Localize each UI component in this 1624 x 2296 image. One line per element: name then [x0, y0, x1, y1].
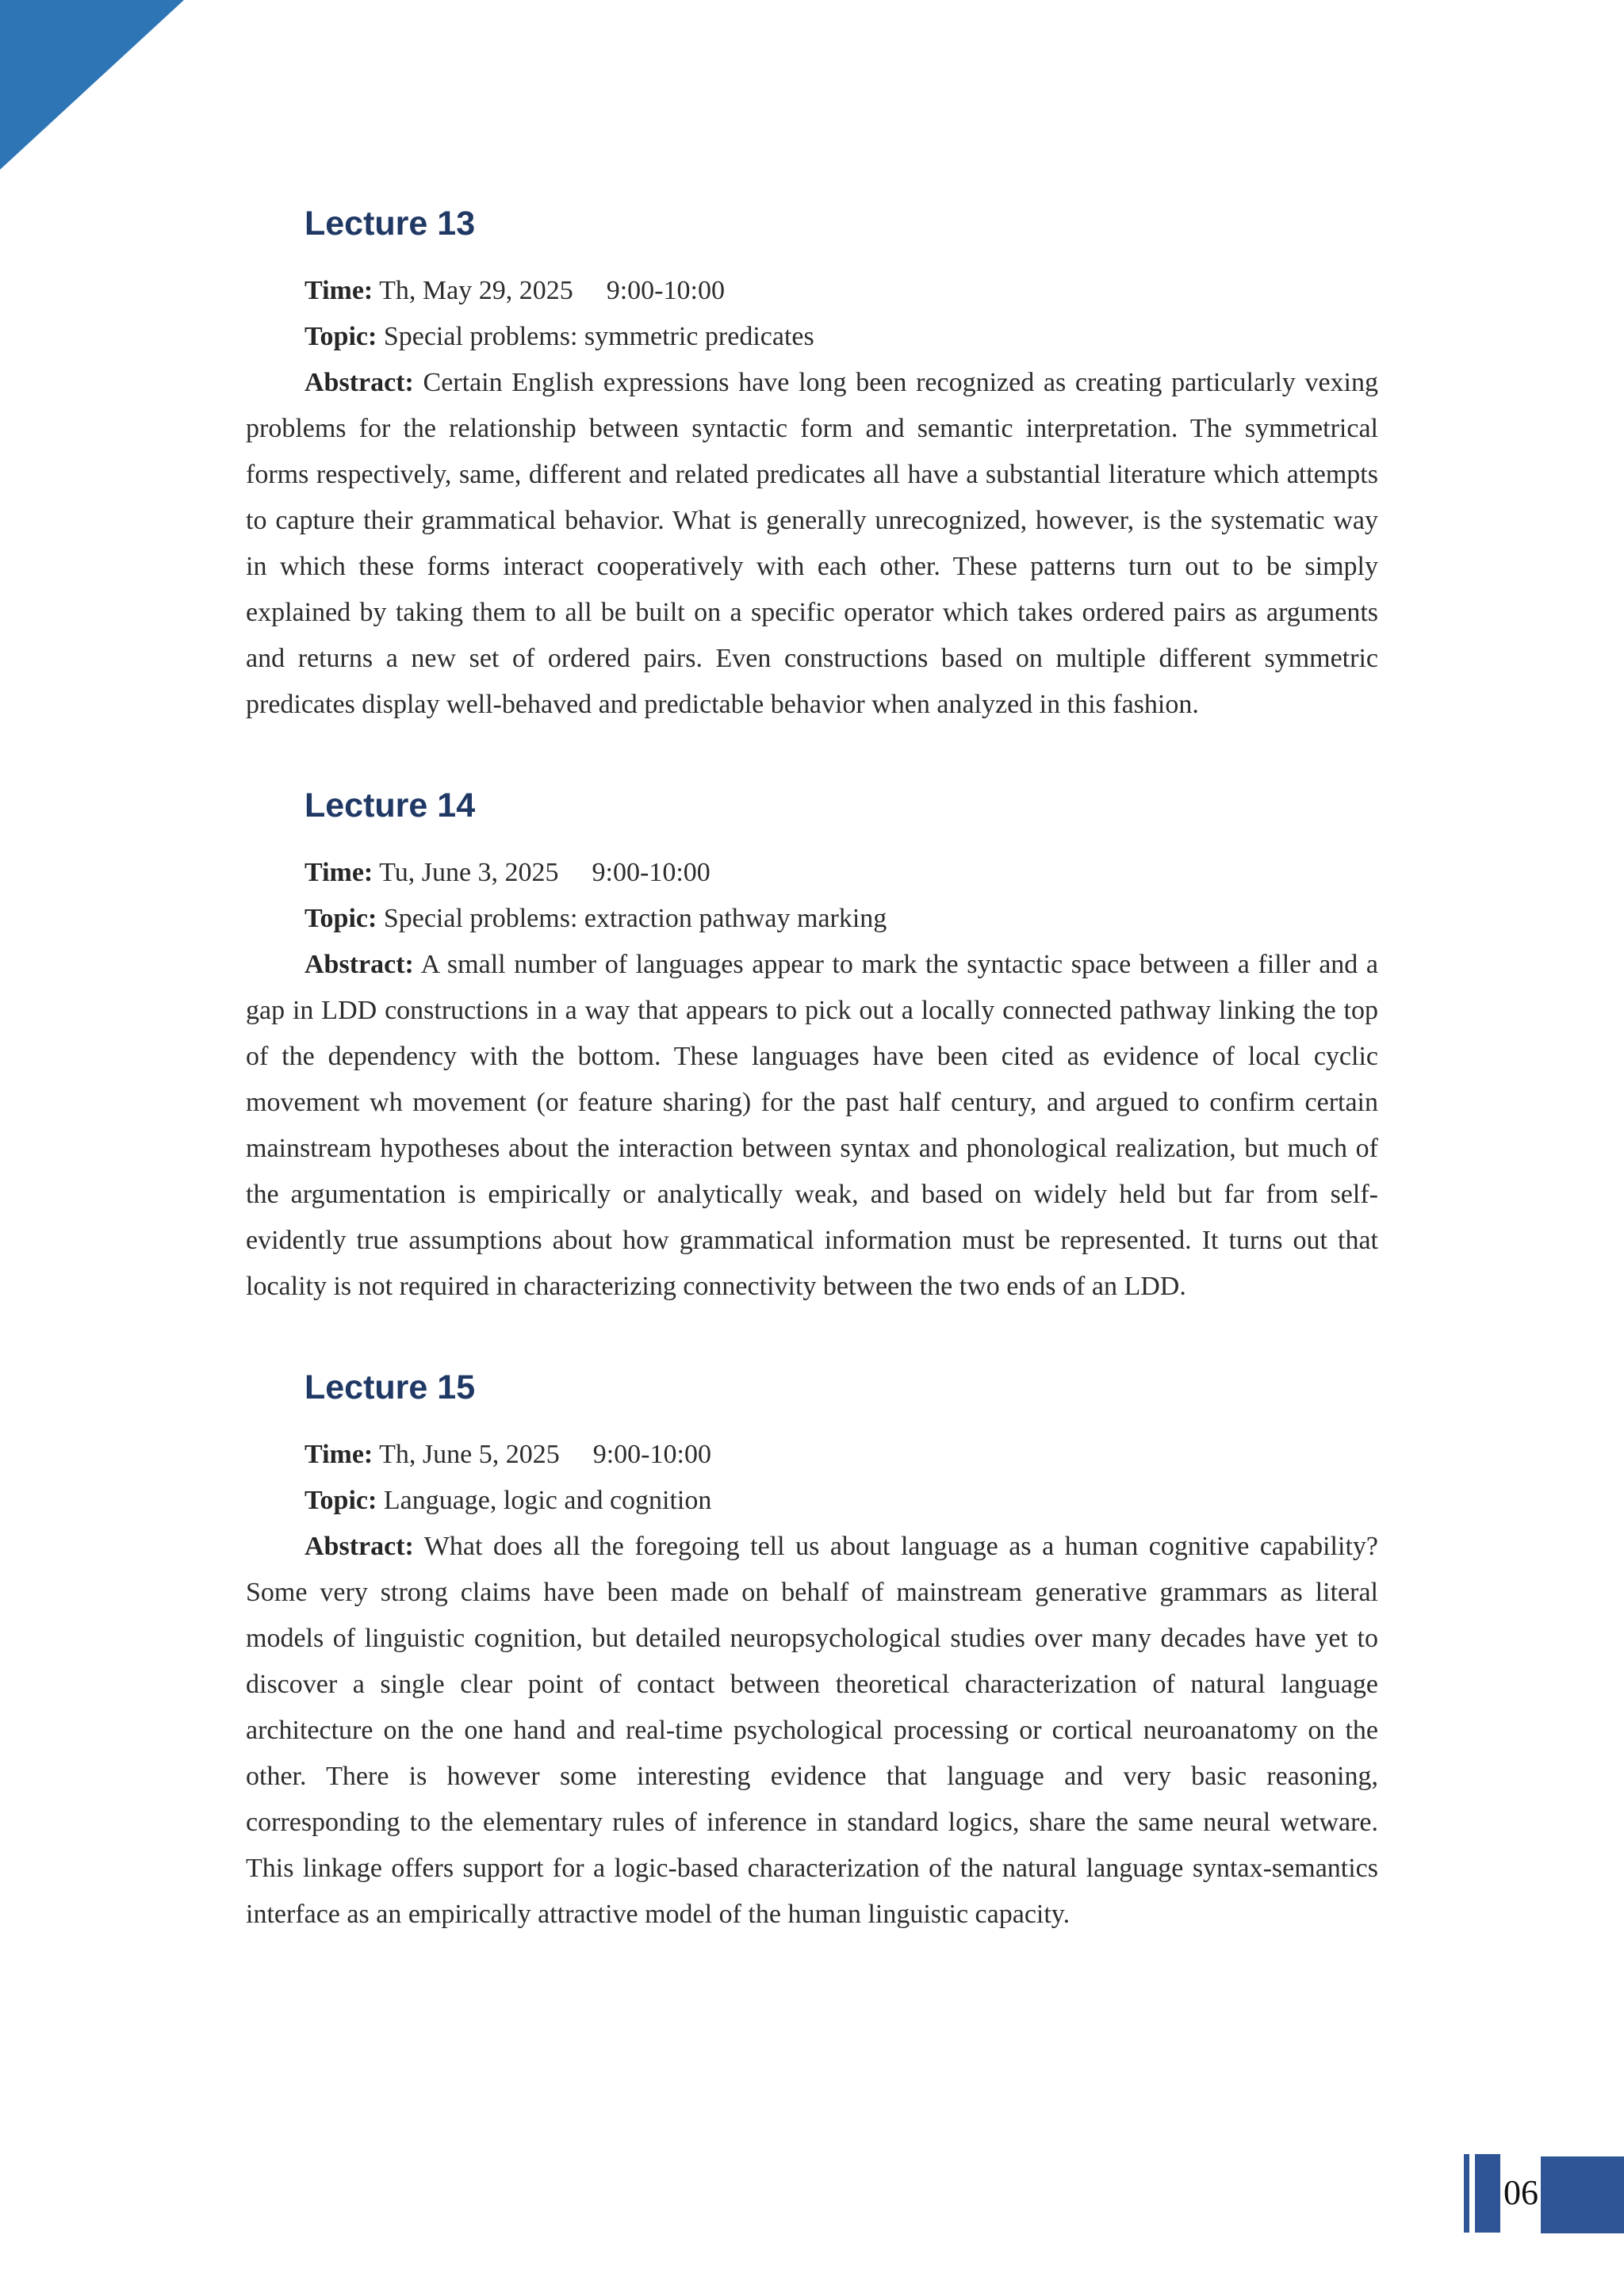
- time-range: 9:00-10:00: [592, 858, 710, 887]
- page-content: [246, 205, 1378, 1938]
- topic-line: [246, 896, 1378, 942]
- time-line: [246, 1432, 1378, 1478]
- footer-bar-large: [1541, 2156, 1624, 2233]
- time-range: 9:00-10:00: [606, 276, 725, 305]
- abstract-label: Abstract:: [304, 368, 414, 397]
- abstract-paragraph: [246, 942, 1378, 1310]
- time-label: Time:: [304, 858, 373, 887]
- lecture-title: Lecture 15: [304, 1368, 476, 1406]
- time-date: Tu, June 3, 2025: [379, 858, 559, 887]
- time-label: Time:: [304, 276, 373, 305]
- abstract-text: A small number of languages appear to mark the syntactic space between a filler and a gap in LDD constructions in a way that appears to pick out a locally connected pathway linking the top of the dependency with the bottom. These languages have been cited as evidence of local cyclic movement wh movement (or feature sharing) for the past half century, and argued to confirm certain mainstream hypotheses about the interaction between syntax and phonological realization, but much of the argumentation is empirically or analytically weak, and based on widely held but far from self-evidently true assumptions about how grammatical information must be represented. It turns out that locality is not required in characterizing connectivity between the two ends of an LDD.: [246, 950, 1379, 1301]
- topic-value: Special problems: extraction pathway marking: [383, 904, 887, 933]
- abstract-text: Certain English expressions have long been recognized as creating particularly vexing problems for the relationship between syntactic form and semantic interpretation. The symmetrical forms respectively, same, different and related predicates all have a substantial literature which attempts to capture their grammatical behavior. What is generally unrecognized, however, is the systematic way in which these forms interact cooperatively with each other. These patterns turn out to be simply explained by taking them to all be built on a specific operator which takes ordered pairs as arguments and returns a new set of ordered pairs. Even constructions based on multiple different symmetric predicates display well-behaved and predictable behavior when analyzed in this fashion.: [246, 368, 1378, 719]
- topic-value: Special problems: symmetric predicates: [383, 322, 814, 351]
- time-label: Time:: [304, 1440, 373, 1469]
- topic-label: Topic:: [304, 322, 377, 351]
- lecture-section-15: [246, 1368, 1378, 1938]
- footer-bar-wide: [1475, 2154, 1500, 2233]
- corner-triangle-decoration: [0, 0, 184, 170]
- time-date: Th, June 5, 2025: [379, 1440, 560, 1469]
- time-line: [246, 268, 1378, 314]
- topic-line: [246, 314, 1378, 360]
- time-date: Th, May 29, 2025: [379, 276, 573, 305]
- abstract-text: What does all the foregoing tell us about language as a human cognitive capability? Some very strong claims have been made on behalf of mainstream generative grammars as literal models of linguistic cognition, but detailed neuropsychological studies over many decades have yet to discover a single clear point of contact between theoretical characterization of natural language architecture on the one hand and real-time psychological processing or cortical neuroanatomy on the other. There is however some interesting evidence that language and very basic reasoning, corresponding to the elementary rules of inference in standard logics, share the same neural wetware. This linkage offers support for a logic-based characterization of the natural language syntax-semantics interface as an empirically attractive model of the human linguistic capacity.: [246, 1532, 1378, 1929]
- topic-value: Language, logic and cognition: [383, 1486, 712, 1515]
- abstract-label: Abstract:: [304, 950, 414, 979]
- footer-bar-thin: [1464, 2154, 1469, 2233]
- abstract-paragraph: [246, 360, 1378, 728]
- topic-label: Topic:: [304, 904, 377, 933]
- lecture-title: Lecture 13: [304, 205, 476, 243]
- abstract-paragraph: [246, 1524, 1378, 1938]
- time-range: 9:00-10:00: [592, 1440, 711, 1469]
- lecture-section-13: [246, 205, 1378, 728]
- topic-line: [246, 1478, 1378, 1524]
- page-number: 06: [1503, 2173, 1538, 2212]
- lecture-title: Lecture 14: [304, 786, 476, 825]
- lecture-section-14: [246, 786, 1378, 1310]
- topic-label: Topic:: [304, 1486, 377, 1515]
- abstract-label: Abstract:: [304, 1532, 414, 1561]
- time-line: [246, 850, 1378, 896]
